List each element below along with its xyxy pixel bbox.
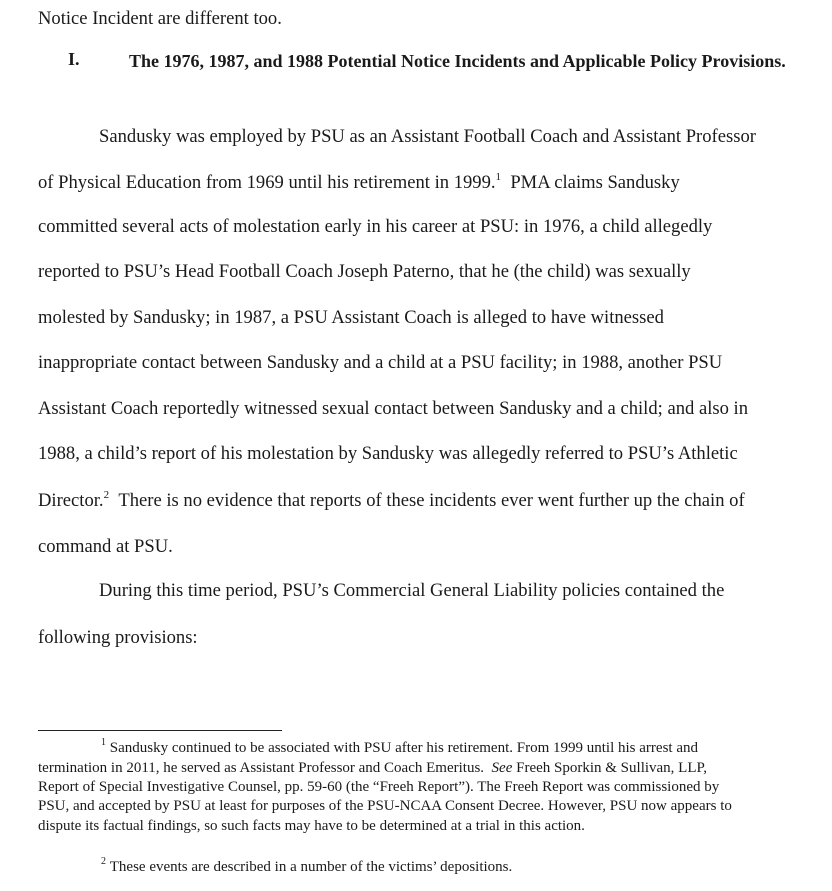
paragraph-2-line-2: following provisions: [38,627,198,648]
footnote-1-marker: 1 [101,737,106,748]
footnote-2-text: These events are described in a number of the victims’ depositions. [109,859,513,875]
paragraph-1-line-2-tail: PMA claims Sandusky [510,172,680,193]
paragraph-1-line-10: command at PSU. [38,536,173,557]
continuation-line: Notice Incident are different too. [38,8,282,29]
paragraph-1-line-2 [38,172,680,194]
paragraph-1-line-9-tail: There is no evidence that reports of these incidents ever went further up the chain of [118,490,745,511]
section-title: The 1976, 1987, and 1988 Potential Notice Incidents and Applicable Policy Provisions. [129,51,786,71]
footnote-1-line-1-text: Sandusky continued to be associated with PSU after his retirement. From 1999 until his arrest and [109,740,698,756]
paragraph-1-line-3: committed several acts of molestation early in his career at PSU: in 1976, a child allegedly [38,216,713,237]
footnote-1-line-3: Report of Special Investigative Counsel, pp. 59-60 (the “Freeh Report”). The Freeh Report was commissioned by [38,779,720,795]
footnote-1-line-2-text: termination in 2011, he served as Assistant Professor and Coach Emeritus. [38,760,485,776]
paragraph-1-line-6: inappropriate contact between Sandusky and a child at a PSU facility; in 1988, another PSU [38,352,723,373]
footnote-1-line-5: dispute its factual findings, so such facts may have to be determined at a trial in this action. [38,818,585,834]
paragraph-1-line-2-text: of Physical Education from 1969 until his retirement in 1999. [38,172,496,193]
footnote-1-line-2-tail: Freeh Sporkin & Sullivan, LLP, [516,760,707,776]
paragraph-1-line-5: molested by Sandusky; in 1987, a PSU Assistant Coach is alleged to have witnessed [38,307,664,328]
footnote-1-line-4: PSU, and accepted by PSU at least for purposes of the PSU-NCAA Consent Decree. However, PSU now appears to [38,798,732,814]
footnote-reference-2[interactable]: 2 [103,488,110,501]
footnote-reference-1[interactable]: 1 [495,170,502,183]
paragraph-1-line-1: Sandusky was employed by PSU as an Assistant Football Coach and Assistant Professor [99,126,756,147]
paragraph-1-line-8: 1988, a child’s report of his molestation by Sandusky was allegedly referred to PSU’s Athletic [38,443,738,464]
paragraph-1-line-7: Assistant Coach reportedly witnessed sexual contact between Sandusky and a child; and also in [38,398,749,419]
footnote-1-see-signal: See [491,760,513,776]
paragraph-1-line-9-text: Director. [38,490,104,511]
paragraph-2-line-1: During this time period, PSU’s Commercial General Liability policies contained the [99,580,725,601]
footnote-separator [38,730,282,731]
section-number: I. [68,49,80,69]
footnote-1-line-1 [101,739,698,759]
paragraph-1-line-4: reported to PSU’s Head Football Coach Joseph Paterno, that he (the child) was sexually [38,261,691,282]
paragraph-1-line-9 [38,490,745,512]
footnote-2-marker: 2 [101,856,106,867]
footnote-2-line-1 [101,858,512,878]
footnote-1-line-2 [38,759,707,779]
